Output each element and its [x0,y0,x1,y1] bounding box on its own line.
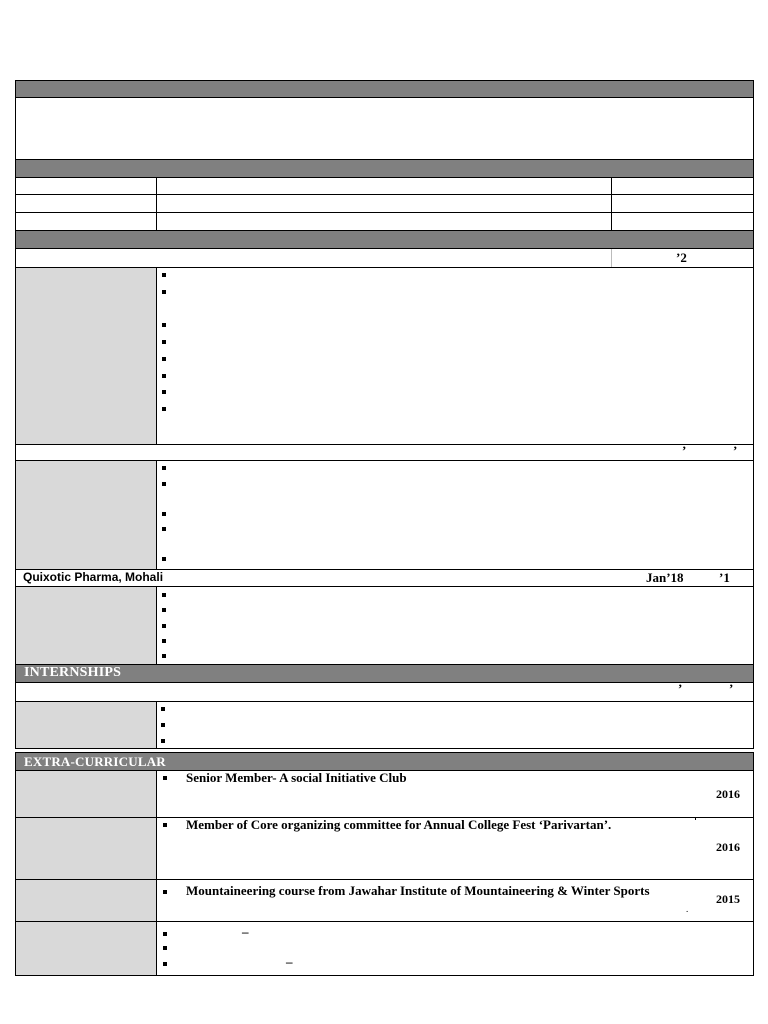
education-row-divider [16,212,753,213]
role2-bullet [162,557,166,561]
extracurricular-stray-dot: . [686,904,689,914]
section-header-internships [15,664,754,683]
role3-bullet [162,654,166,658]
role3-company: Quixotic Pharma, Mohali [23,570,164,584]
internship-date-fragment-a: ’ [678,681,683,696]
role1-bullet [162,273,166,277]
extracurricular-item-text: Senior Member- A social Initiative Club [186,770,407,785]
role2-date-fragment-b: ’ [733,443,738,458]
education-table [15,177,754,231]
extracurricular-item-year: 2016 [716,787,740,801]
education-col-divider [611,178,612,230]
extracurricular-side-divider [156,771,157,817]
role2-bullet [162,527,166,531]
internship-bullet [161,707,165,711]
extracurricular-side-cell [16,771,156,817]
extracurricular-side-cell [16,880,156,921]
education-row-divider [16,194,753,195]
extracurricular-item-year: 2016 [716,840,740,854]
section-header-education [15,159,754,178]
extracurricular-side-divider [156,818,157,879]
extracurricular-row [15,817,754,880]
extracurricular-bullet [163,946,167,950]
extracurricular-row [15,770,754,818]
extracurricular-row [15,921,754,976]
role1-date-fragment: ’2 [676,250,687,265]
internship-side-divider [156,702,157,748]
extracurricular-bullet [163,890,167,894]
role3-bullet [162,639,166,643]
education-col-divider [156,178,157,230]
role3-title-row [15,569,754,587]
extracurricular-bullet [163,932,167,936]
extracurricular-side-cell [16,818,156,879]
extracurricular-bullet [163,823,167,827]
role1-col-divider [611,249,612,267]
role1-bullet [162,340,166,344]
role2-title-row [15,444,754,461]
extracurricular-dash: – [242,924,249,939]
role2-bullet [162,482,166,486]
role1-title-row [15,248,754,268]
internship-side-cell [16,702,156,748]
role3-body [15,586,754,665]
extracurricular-item-text: Member of Core organizing committee for Annual College Fest ‘Parivartan’. [186,817,612,832]
section-header-top [15,80,754,98]
extracurricular-bullet [163,776,167,780]
extracurricular-side-divider [156,922,157,975]
extracurricular-item-text: Mountaineering course from Jawahar Institute of Mountaineering & Winter Sports [186,883,650,898]
internships-title: INTERNSHIPS [24,665,122,680]
extracurricular-item-year: 2015 [716,892,740,906]
role1-bullet [162,374,166,378]
internship-date-fragment-b: ’ [729,681,734,696]
role1-body [15,267,754,445]
extracurricular-row [15,879,754,922]
role1-bullet [162,323,166,327]
role2-side-divider [156,461,157,569]
role1-bullet [162,290,166,294]
role1-bullet [162,357,166,361]
summary-box [15,97,754,160]
role2-bullet [162,466,166,470]
internship-bullet [161,739,165,743]
role3-date-fragment: ’1 [719,570,730,585]
role3-bullet [162,608,166,612]
extracurricular-side-divider [156,880,157,921]
extracurricular-year-divider [695,818,696,820]
extracurricular-bullet [163,962,167,966]
role2-bullet [162,512,166,516]
role1-side-divider [156,268,157,444]
extracurricular-side-cell [16,922,156,975]
section-header-extracurricular [15,752,754,771]
extracurricular-dash: – [286,954,293,969]
role3-side-cell [16,587,156,664]
internship-title-row [15,682,754,702]
role3-date: Jan’18 [646,570,684,585]
role1-side-cell [16,268,156,444]
role3-bullet [162,593,166,597]
section-header-experience [15,230,754,249]
role2-side-cell [16,461,156,569]
role1-bullet [162,390,166,394]
role3-side-divider [156,587,157,664]
role3-bullet [162,624,166,628]
role2-body [15,460,754,570]
role1-bullet [162,407,166,411]
internship-bullet [161,723,165,727]
internship-body [15,701,754,749]
extracurricular-title: EXTRA-CURRICULAR [24,754,166,769]
role2-date-fragment-a: ’ [682,443,687,458]
